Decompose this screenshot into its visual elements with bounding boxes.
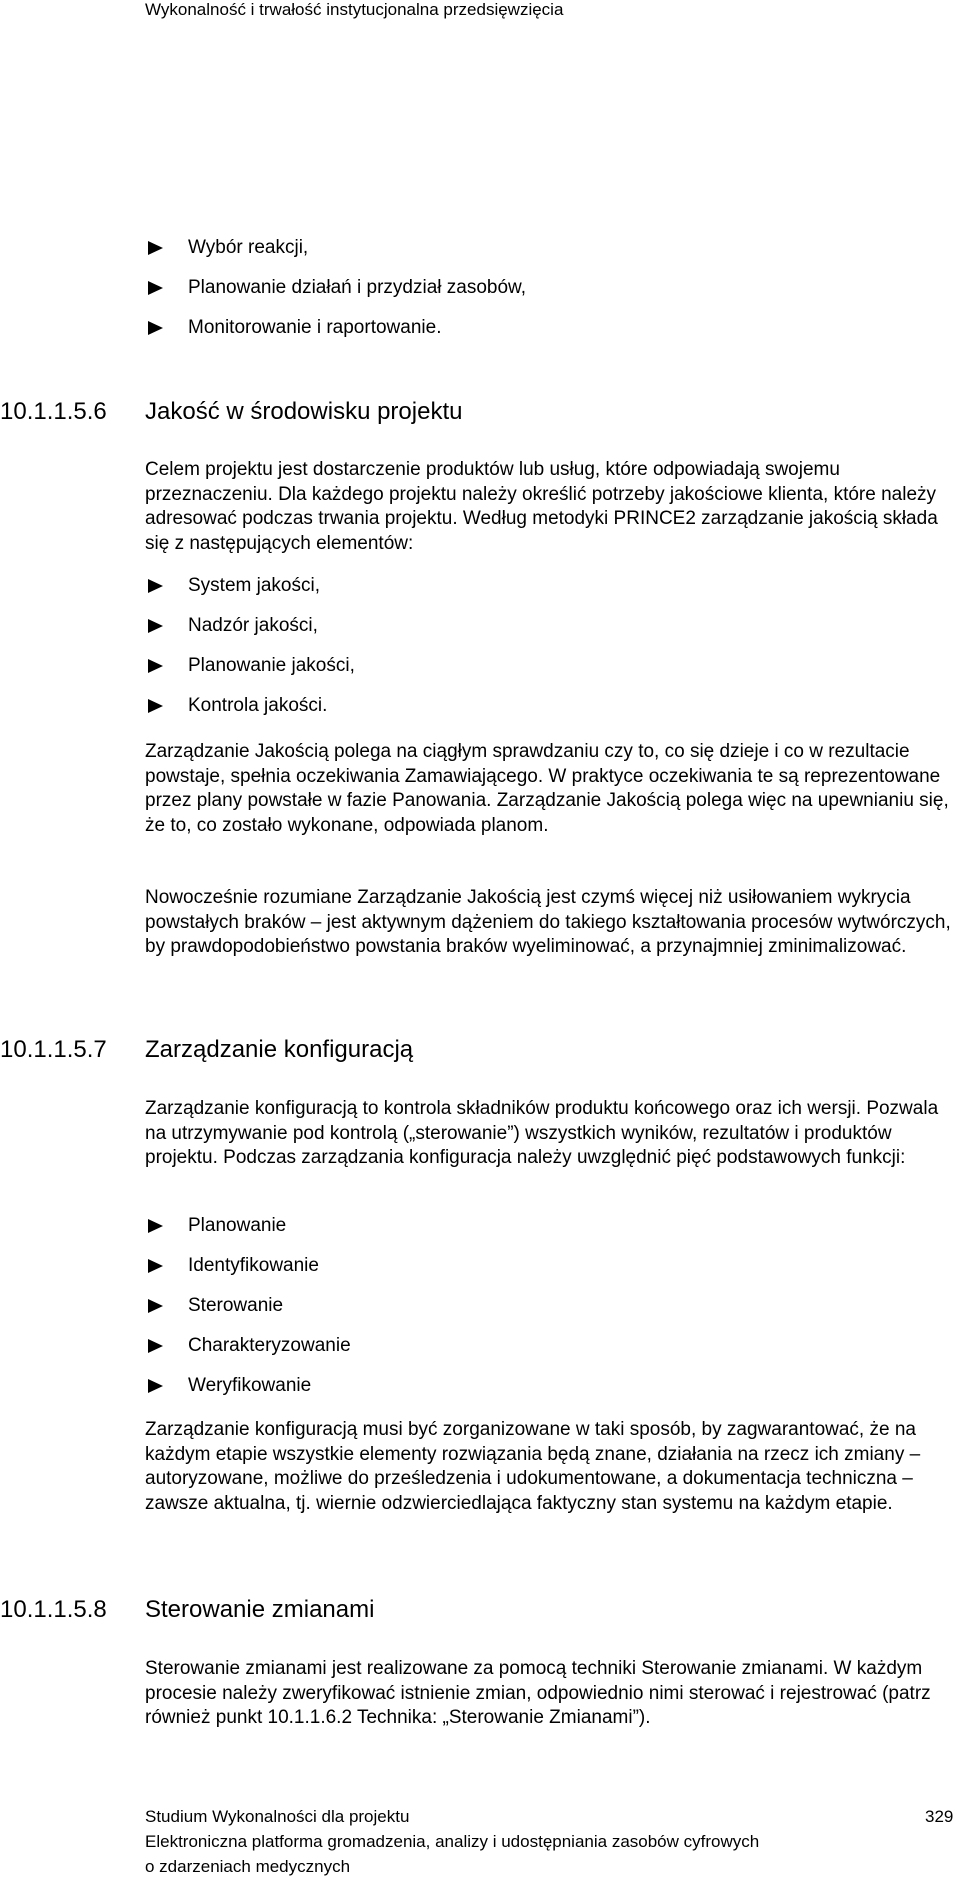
section-title: Sterowanie zmianami (145, 1596, 375, 1623)
arrow-bullet-icon (148, 321, 163, 335)
list-item: Charakteryzowanie (145, 1334, 351, 1374)
footer-line: o zdarzeniach medycznych (145, 1857, 351, 1876)
list-item: Planowanie (145, 1214, 351, 1254)
list-item: System jakości, (145, 574, 355, 614)
arrow-bullet-icon (148, 579, 163, 593)
list-item: Sterowanie (145, 1294, 351, 1334)
paragraph: Celem projektu jest dostarczenie produktów lub usług, które odpowiadają swojemu przeznaczeniu. Dla każdego projektu należy określić potrzeby jakościowe klienta, które należy adresować podczas trwania projektu. Według metodyki PRINCE2 zarządzanie jakością składa się z następujących elementów: (145, 459, 938, 555)
arrow-bullet-icon (148, 699, 163, 713)
paragraph: Sterowanie zmianami jest realizowane za pomocą techniki Sterowanie zmianami. W każdym procesie należy zweryfikować istnienie zmian, odpowiednio nimi sterować i rejestrować (patrz również punkt 10.1.1.6.2 Technika: „Sterowanie Zmianami”). (145, 1658, 931, 1729)
bullet-list-quality (145, 574, 355, 734)
arrow-bullet-icon (148, 1299, 163, 1313)
list-item: Weryfikowanie (145, 1374, 351, 1414)
section-number: 10.1.1.5.6 (0, 398, 107, 425)
list-item: Identyfikowanie (145, 1254, 351, 1294)
arrow-bullet-icon (148, 619, 163, 633)
paragraph: Nowocześnie rozumiane Zarządzanie Jakością jest czymś więcej niż usiłowaniem wykrycia powstałych braków – jest aktywnym dążeniem do takiego kształtowania procesów wytwórczych, by prawdopodobieństwo powstania braków wyeliminować, a przynajmniej zminimalizować. (145, 887, 951, 958)
paragraph: Zarządzanie Jakością polega na ciągłym sprawdzaniu czy to, co się dzieje i co w rezultacie powstaje, spełnia oczekiwania Zamawiającego. W praktyce oczekiwania te są reprezentowane przez plany powstałe w fazie Panowania. Zarządzanie Jakością polega więc na upewnianiu się, że to, co zostało wykonane, odpowiada planom. (145, 741, 949, 837)
section-title: Jakość w środowisku projektu (145, 398, 463, 425)
paragraph: Zarządzanie konfiguracją to kontrola składników produktu końcowego oraz ich wersji. Pozwala na utrzymywanie pod kontrolą („sterowanie”) wszystkich wyników, rezultatów i produktów projektu. Podczas zarządzania konfiguracja należy uwzględnić pięć podstawowych funkcji: (145, 1098, 939, 1169)
list-item: Nadzór jakości, (145, 614, 355, 654)
arrow-bullet-icon (148, 281, 163, 295)
paragraph: Zarządzanie konfiguracją musi być zorganizowane w taki sposób, by zagwarantować, że na każdym etapie wszystkie elementy rozwiązania będą znane, działania na rzecz ich zmiany – autoryzowane, możliwe do prześledzenia i udokumentowane, a dokumentacja techniczna – zawsze aktualna, tj. wiernie odzwierciedlająca faktyczny stan systemu na każdym etapie. (145, 1419, 921, 1515)
list-item: Planowanie jakości, (145, 654, 355, 694)
list-item: Kontrola jakości. (145, 694, 355, 734)
arrow-bullet-icon (148, 1259, 163, 1273)
list-item: Wybór reakcji, (145, 236, 526, 276)
footer-line: Studium Wykonalności dla projektu (145, 1807, 410, 1826)
section-number: 10.1.1.5.7 (0, 1036, 107, 1063)
bullet-list-configuration (145, 1214, 351, 1414)
arrow-bullet-icon (148, 1219, 163, 1233)
list-item: Monitorowanie i raportowanie. (145, 316, 526, 356)
list-item: Planowanie działań i przydział zasobów, (145, 276, 526, 316)
arrow-bullet-icon (148, 241, 163, 255)
page-number: 329 (925, 1807, 954, 1826)
arrow-bullet-icon (148, 659, 163, 673)
arrow-bullet-icon (148, 1379, 163, 1393)
footer-line: Elektroniczna platforma gromadzenia, analizy i udostępniania zasobów cyfrowych (145, 1832, 760, 1851)
section-title: Zarządzanie konfiguracją (145, 1036, 414, 1063)
running-header: Wykonalność i trwałość instytucjonalna przedsięwzięcia (145, 0, 564, 19)
section-number: 10.1.1.5.8 (0, 1596, 107, 1623)
bullet-list-reactions (145, 236, 526, 356)
arrow-bullet-icon (148, 1339, 163, 1353)
